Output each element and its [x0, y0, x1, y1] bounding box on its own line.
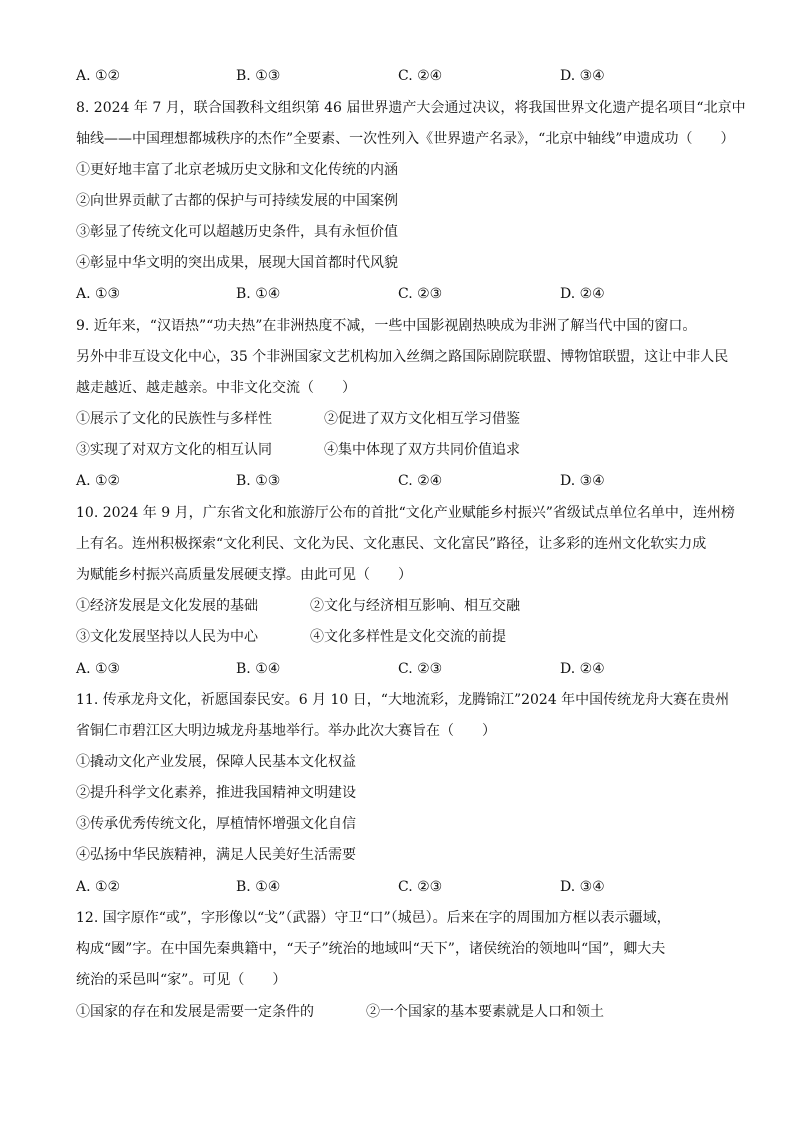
q9-statement-2: ②促进了双方文化相互学习借鉴	[324, 411, 520, 427]
q10-option-a[interactable]: A. ①③	[76, 661, 121, 677]
q10-option-d[interactable]: D. ②④	[560, 661, 605, 677]
q10-statement-3: ③文化发展坚持以人民为中心	[76, 629, 258, 645]
q9-option-b[interactable]: B. ①③	[236, 473, 281, 489]
q10-statement-4: ④文化多样性是文化交流的前提	[310, 629, 506, 645]
q11-statement-2: ②提升科学文化素养，推进我国精神文明建设	[76, 785, 356, 801]
q9-stem-line-3: 越走越近、越走越亲。中非文化交流（ ）	[76, 380, 356, 396]
q10-statements-row-1	[76, 596, 736, 616]
q10-option-c[interactable]: C. ②③	[398, 661, 443, 677]
q12-statement-1: ①国家的存在和发展是需要一定条件的	[76, 1004, 314, 1020]
q11-stem-line-1: 11. 传承龙舟文化，祈愿国泰民安。6 月 10 日，“大地流彩，龙腾锦江”2024 年中国传统龙舟大赛在贵州	[76, 692, 730, 708]
q10-statements-row-2	[76, 627, 736, 647]
q12-statements-row-1	[76, 1002, 736, 1022]
q10-stem-line-3: 为赋能乡村振兴高质量发展硬支撑。由此可见（ ）	[76, 567, 412, 583]
q8-statement-4: ④彰显中华文明的突出成果，展现大国首都时代风貌	[76, 255, 398, 271]
q8-statement-3: ③彰显了传统文化可以超越历史条件，具有永恒价值	[76, 224, 398, 240]
q12-statement-2: ②一个国家的基本要素就是人口和领土	[366, 1004, 604, 1020]
q11-statement-4: ④弘扬中华民族精神，满足人民美好生活需要	[76, 847, 356, 863]
q10-options	[76, 659, 736, 679]
q11-option-d[interactable]: D. ③④	[560, 879, 605, 895]
q8-statement-2: ②向世界贡献了古都的保护与可持续发展的中国案例	[76, 193, 398, 209]
q11-statement-3: ③传承优秀传统文化，厚植情怀增强文化自信	[76, 816, 356, 832]
q8-stem-line-2: 轴线——中国理想都城秩序的杰作”全要素、一次性列入《世界遗产名录》，“北京中轴线”申遗成功（ ）	[76, 131, 735, 147]
q8-option-d[interactable]: D. ②④	[560, 286, 605, 302]
prev-question-options	[76, 66, 736, 86]
q10-statement-1: ①经济发展是文化发展的基础	[76, 598, 258, 614]
q9-stem-line-2: 另外中非互设文化中心，35 个非洲国家文艺机构加入丝绸之路国际剧院联盟、博物馆联盟，这让中非人民	[76, 349, 729, 365]
option-b[interactable]: B. ①③	[236, 68, 281, 84]
q11-options	[76, 877, 736, 897]
q9-statement-1: ①展示了文化的民族性与多样性	[76, 411, 272, 427]
q10-option-b[interactable]: B. ①④	[236, 661, 281, 677]
q9-option-d[interactable]: D. ③④	[560, 473, 605, 489]
q8-option-c[interactable]: C. ②③	[398, 286, 443, 302]
q11-option-c[interactable]: C. ②③	[398, 879, 443, 895]
option-c[interactable]: C. ②④	[398, 68, 443, 84]
q9-options	[76, 471, 736, 491]
q9-statement-3: ③实现了对双方文化的相互认同	[76, 442, 272, 458]
q12-stem-line-2: 构成“國”字。在中国先秦典籍中，“天子”统治的地域叫“天下”，诸侯统治的领地叫“国”，卿大夫	[76, 941, 666, 957]
q10-statement-2: ②文化与经济相互影响、相互交融	[310, 598, 520, 614]
q9-statements-row-1	[76, 409, 736, 429]
q12-stem-line-3: 统治的采邑叫“家”。可见（ ）	[76, 972, 287, 988]
q10-stem-line-1: 10. 2024 年 9 月，广东省文化和旅游厅公布的首批“文化产业赋能乡村振兴”省级试点单位名单中，连州榜	[76, 505, 735, 521]
q8-stem-line-1: 8. 2024 年 7 月，联合国教科文组织第 46 届世界遗产大会通过决议，将我国世界文化遗产提名项目“北京中	[76, 100, 746, 116]
option-d[interactable]: D. ③④	[560, 68, 605, 84]
q12-stem-line-1: 12. 国字原作“或”，字形像以“戈”（武器）守卫“口”（城邑）。后来在字的周围加方框以表示疆域，	[76, 910, 671, 926]
q11-option-a[interactable]: A. ①②	[76, 879, 121, 895]
q8-option-a[interactable]: A. ①③	[76, 286, 121, 302]
q8-option-b[interactable]: B. ①④	[236, 286, 281, 302]
q8-statement-1: ①更好地丰富了北京老城历史文脉和文化传统的内涵	[76, 162, 398, 178]
q9-statement-4: ④集中体现了双方共同价值追求	[324, 442, 520, 458]
q9-option-a[interactable]: A. ①②	[76, 473, 121, 489]
q9-option-c[interactable]: C. ②④	[398, 473, 443, 489]
q10-stem-line-2: 上有名。连州积极探索“文化利民、文化为民、文化惠民、文化富民”路径，让多彩的连州文化软实力成	[76, 536, 707, 552]
option-a[interactable]: A. ①②	[76, 68, 121, 84]
q11-statement-1: ①撬动文化产业发展，保障人民基本文化权益	[76, 754, 356, 770]
q9-stem-line-1: 9. 近年来，“汉语热”“功夫热”在非洲热度不减，一些中国影视剧热映成为非洲了解当代中国的窗口。	[76, 318, 697, 334]
q11-option-b[interactable]: B. ①④	[236, 879, 281, 895]
q9-statements-row-2	[76, 440, 736, 460]
q8-options	[76, 284, 736, 304]
q11-stem-line-2: 省铜仁市碧江区大明边城龙舟基地举行。举办此次大赛旨在（ ）	[76, 723, 496, 739]
